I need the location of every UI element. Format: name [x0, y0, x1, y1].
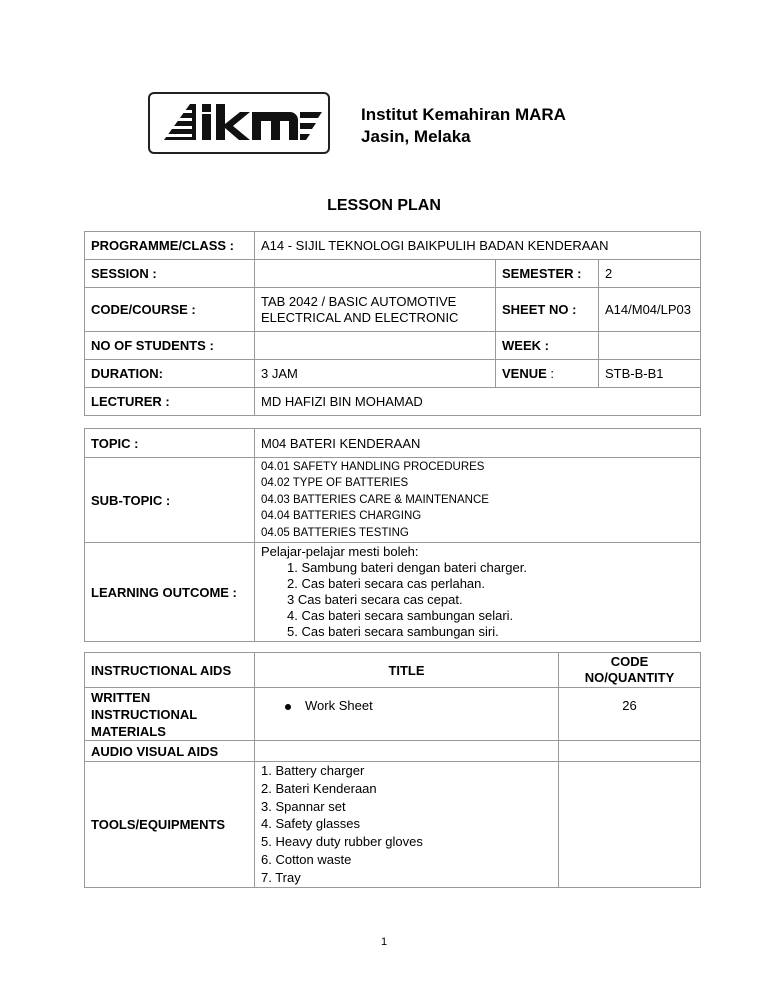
list-item: 6. Cotton waste	[261, 851, 352, 867]
list-item: 5. Heavy duty rubber gloves	[261, 834, 423, 850]
ikm-logo-graphic	[150, 94, 328, 152]
table-row	[85, 232, 701, 260]
list-item: 1. Sambung bateri dengan bateri charger.	[287, 560, 527, 575]
list-item: 2. Cas bateri secara cas perlahan.	[287, 576, 485, 591]
programme-value: A14 - SIJIL TEKNOLOGI BAIKPULIH BADAN KENDERAAN	[255, 232, 701, 260]
table-row	[85, 332, 701, 360]
institute-line-2: Jasin, Melaka	[361, 127, 471, 146]
outcome-label: LEARNING OUTCOME :	[85, 543, 255, 642]
venue-colon: :	[546, 366, 555, 381]
institute-line-1: Institut Kemahiran MARA	[361, 105, 566, 124]
written-label	[85, 688, 255, 741]
av-title	[255, 741, 559, 762]
week-value	[599, 332, 701, 360]
list-item: 3 Cas bateri secara cas cepat.	[287, 592, 463, 607]
topic-table	[84, 428, 701, 642]
table-row	[85, 762, 701, 888]
semester-value: 2	[599, 260, 701, 288]
list-item: 2. Bateri Kenderaan	[261, 780, 377, 796]
table-row	[85, 260, 701, 288]
code-value	[255, 288, 496, 332]
list-item: 5. Cas bateri secara sambungan siri.	[287, 624, 499, 639]
page-number: 1	[380, 936, 388, 948]
sheet-label: SHEET NO :	[496, 288, 599, 332]
list-item: 04.01 SAFETY HANDLING PROCEDURES	[261, 460, 485, 473]
table-row	[85, 543, 701, 642]
lecturer-value: MD HAFIZI BIN MOHAMAD	[255, 388, 701, 416]
written-label-line-2: INSTRUCTIONAL	[91, 706, 198, 722]
session-label: SESSION :	[85, 260, 255, 288]
written-qty: 26	[559, 688, 701, 741]
table-row	[85, 653, 701, 688]
programme-label: PROGRAMME/CLASS :	[85, 232, 255, 260]
venue-label: VENUE	[502, 366, 547, 381]
aids-header-col3-line-1: CODE	[610, 654, 649, 669]
semester-label: SEMESTER :	[496, 260, 599, 288]
session-value	[255, 260, 496, 288]
table-row	[85, 688, 701, 741]
aids-header-col3-line-2: NO/QUANTITY	[584, 670, 675, 685]
aids-header-col1: INSTRUCTIONAL AIDS	[85, 653, 255, 688]
table-row	[85, 429, 701, 458]
week-label: WEEK :	[496, 332, 599, 360]
table-row	[85, 741, 701, 762]
duration-value: 3 JAM	[255, 360, 496, 388]
av-qty	[559, 741, 701, 762]
duration-label: DURATION:	[85, 360, 255, 388]
venue-label-cell	[496, 360, 599, 388]
outcome-list	[255, 543, 701, 642]
lesson-plan-title: LESSON PLAN	[327, 197, 441, 214]
written-title: Work Sheet	[305, 698, 373, 713]
list-item: 04.05 BATTERIES TESTING	[261, 526, 409, 539]
av-label: AUDIO VISUAL AIDS	[85, 741, 255, 762]
tools-qty	[559, 762, 701, 888]
ikm-logo	[148, 92, 330, 154]
subtopic-list	[255, 458, 701, 543]
list-item: 4. Safety glasses	[261, 816, 360, 832]
info-table	[84, 231, 701, 416]
code-value-line-1: TAB 2042 / BASIC AUTOMOTIVE	[261, 293, 457, 309]
table-row	[85, 388, 701, 416]
list-item: 7. Tray	[261, 869, 301, 885]
subtopic-label: SUB-TOPIC :	[85, 458, 255, 543]
table-row	[85, 458, 701, 543]
code-label: CODE/COURSE :	[85, 288, 255, 332]
bullet-icon	[285, 704, 291, 710]
aids-table	[84, 652, 701, 888]
list-item: 04.03 BATTERIES CARE & MAINTENANCE	[261, 493, 489, 506]
tools-list	[255, 762, 559, 888]
written-label-line-3: MATERIALS	[91, 723, 166, 739]
list-item: 04.04 BATTERIES CHARGING	[261, 510, 422, 523]
list-item: 1. Battery charger	[261, 763, 365, 778]
venue-value: STB-B-B1	[599, 360, 701, 388]
code-value-line-2: ELECTRICAL AND ELECTRONIC	[261, 309, 459, 325]
tools-label: TOOLS/EQUIPMENTS	[85, 762, 255, 888]
table-row	[85, 360, 701, 388]
list-item: 4. Cas bateri secara sambungan selari.	[287, 608, 514, 623]
topic-value: M04 BATERI KENDERAAN	[255, 429, 701, 458]
aids-header-col3	[559, 653, 701, 688]
aids-header-col2: TITLE	[255, 653, 559, 688]
outcome-intro: Pelajar-pelajar mesti boleh:	[261, 544, 419, 559]
table-row	[85, 288, 701, 332]
list-item: 04.02 TYPE OF BATTERIES	[261, 477, 409, 490]
institute-name	[361, 104, 566, 148]
written-label-line-1: WRITTEN	[91, 689, 151, 705]
written-title-cell	[255, 688, 559, 741]
topic-label: TOPIC :	[85, 429, 255, 458]
list-item: 3. Spannar set	[261, 798, 346, 814]
students-value	[255, 332, 496, 360]
lecturer-label: LECTURER :	[85, 388, 255, 416]
students-label: NO OF STUDENTS :	[85, 332, 255, 360]
sheet-value: A14/M04/LP03	[599, 288, 701, 332]
